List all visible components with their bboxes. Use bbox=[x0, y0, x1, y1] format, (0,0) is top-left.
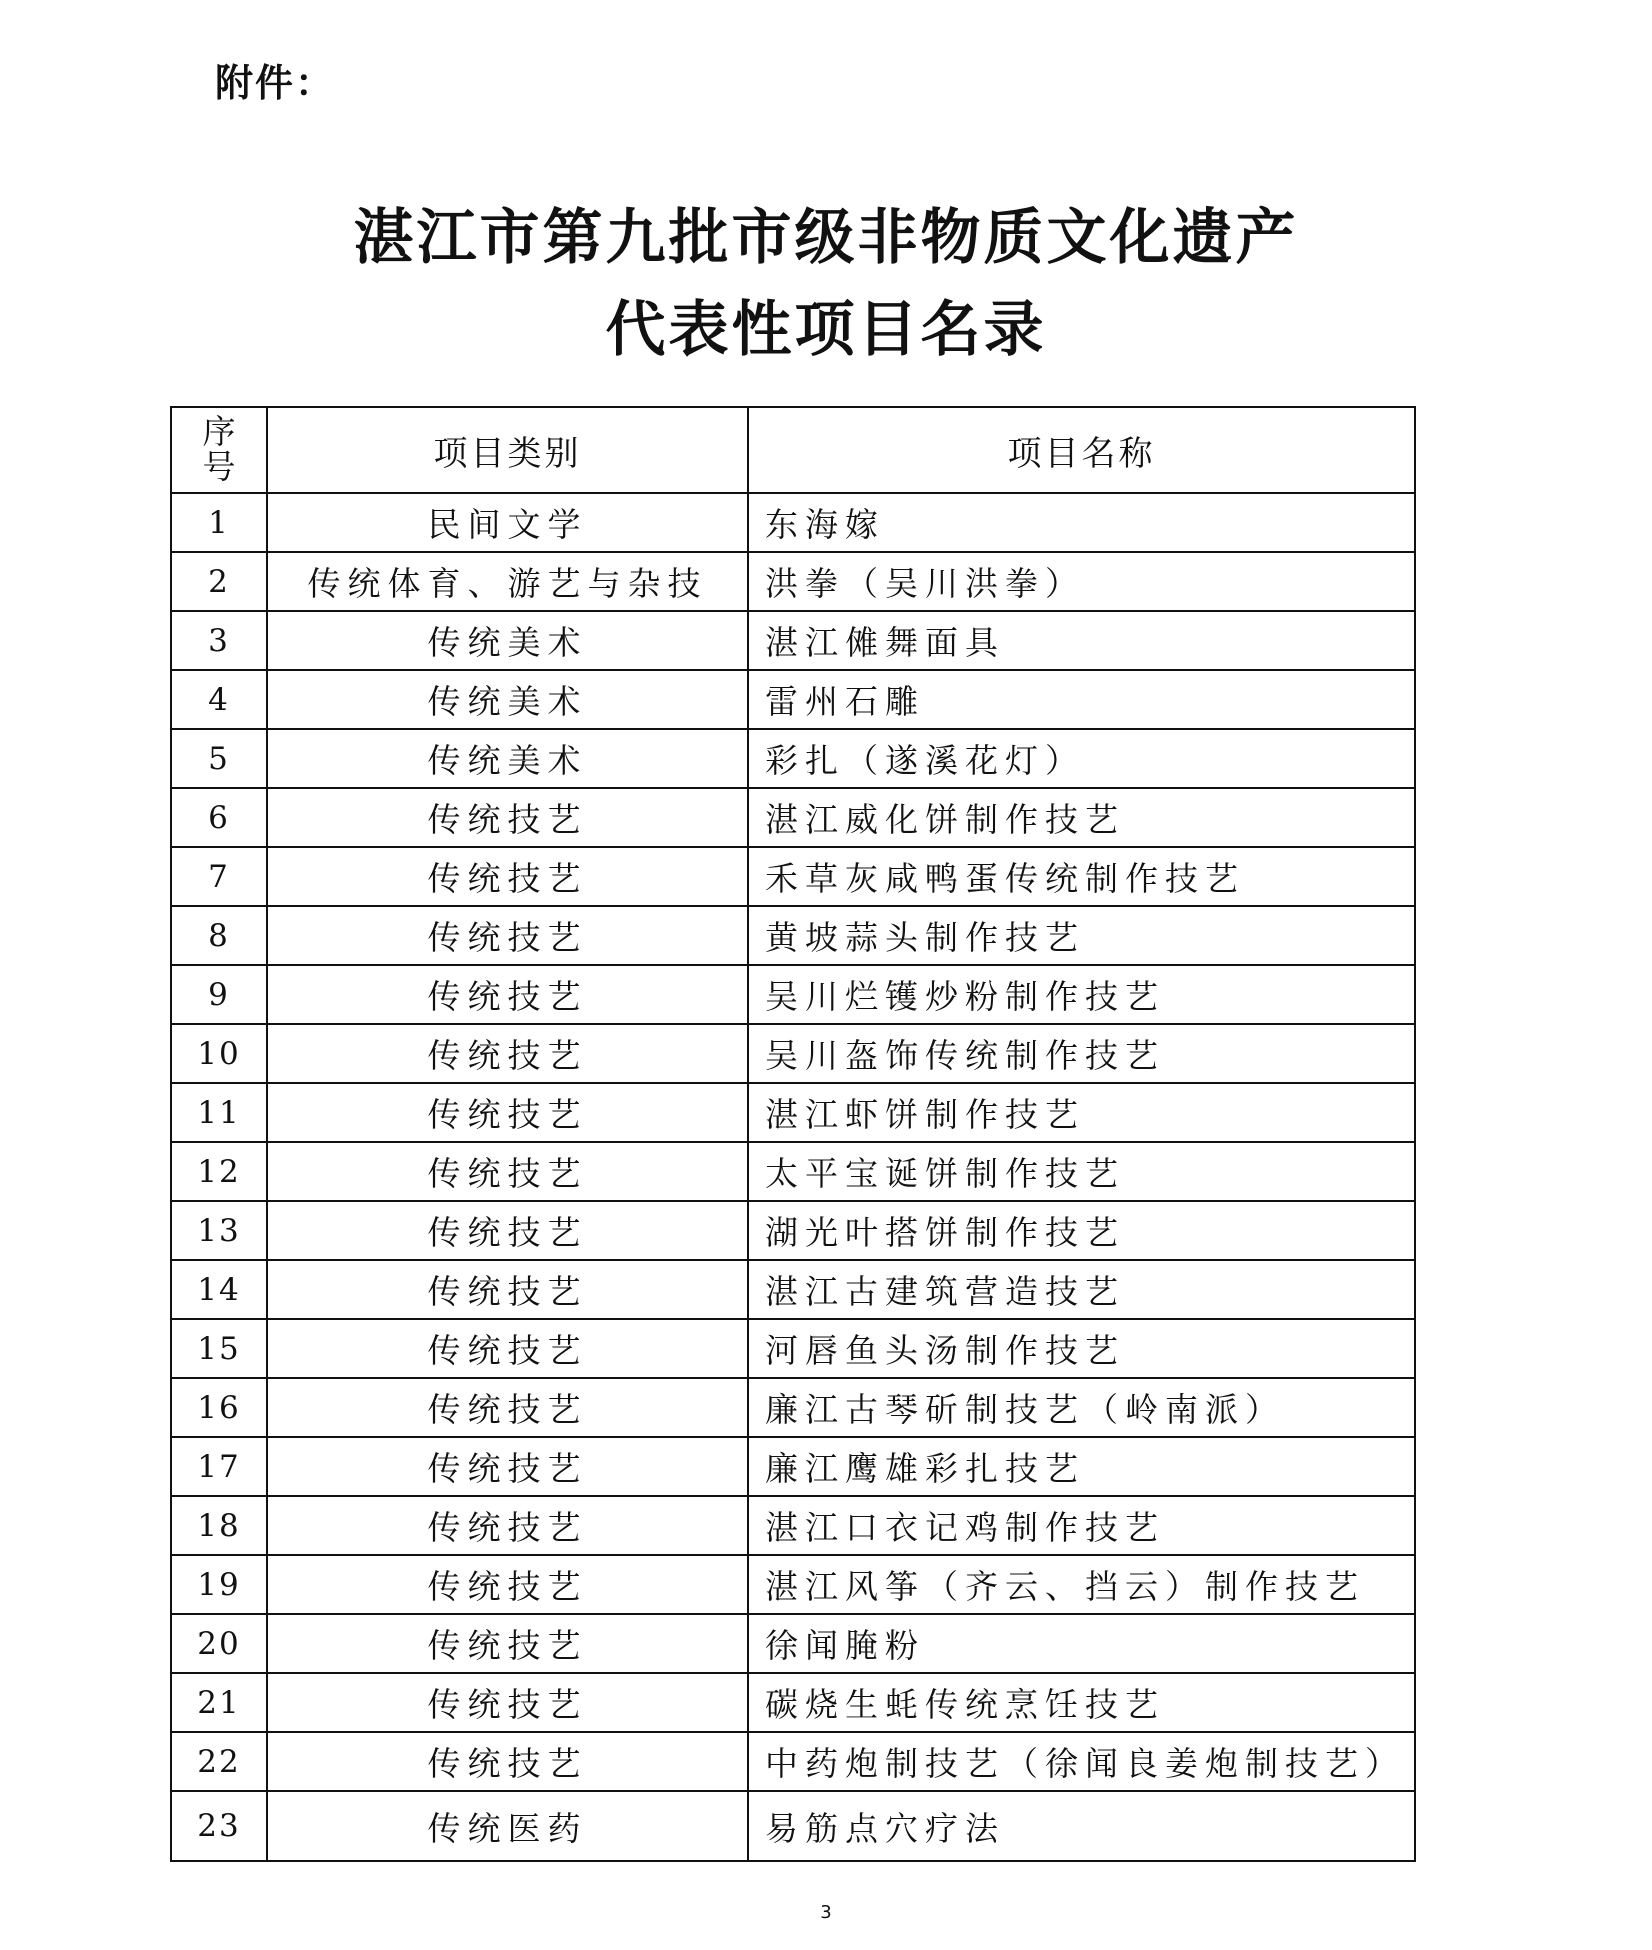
document-title-line-2: 代表性项目名录 bbox=[605, 295, 1047, 365]
row-name-cell: 太平宝诞饼制作技艺 bbox=[748, 1142, 1415, 1201]
row-name-cell: 中药炮制技艺（徐闻良姜炮制技艺） bbox=[748, 1732, 1415, 1791]
table-row bbox=[171, 1201, 1415, 1260]
table-header-row bbox=[171, 407, 1415, 493]
row-category-cell: 传统医药 bbox=[267, 1791, 748, 1861]
row-name-cell: 湛江虾饼制作技艺 bbox=[748, 1083, 1415, 1142]
row-category-cell: 传统美术 bbox=[267, 670, 748, 729]
row-category-cell: 传统技艺 bbox=[267, 906, 748, 965]
row-seq-cell: 1 bbox=[171, 493, 267, 552]
row-category-cell: 传统技艺 bbox=[267, 847, 748, 906]
row-name-cell: 禾草灰咸鸭蛋传统制作技艺 bbox=[748, 847, 1415, 906]
table-row bbox=[171, 1378, 1415, 1437]
table-row bbox=[171, 611, 1415, 670]
row-category-cell: 传统技艺 bbox=[267, 1083, 748, 1142]
page-number: 3 bbox=[820, 1902, 832, 1923]
row-name-cell: 吴川烂镬炒粉制作技艺 bbox=[748, 965, 1415, 1024]
row-seq-cell: 12 bbox=[171, 1142, 267, 1201]
row-name-cell: 黄坡蒜头制作技艺 bbox=[748, 906, 1415, 965]
row-name-cell: 碳烧生蚝传统烹饪技艺 bbox=[748, 1673, 1415, 1732]
table-row bbox=[171, 788, 1415, 847]
row-seq-cell: 2 bbox=[171, 552, 267, 611]
row-seq-cell: 19 bbox=[171, 1555, 267, 1614]
row-name-cell: 湛江威化饼制作技艺 bbox=[748, 788, 1415, 847]
row-seq-cell: 11 bbox=[171, 1083, 267, 1142]
row-seq-cell: 16 bbox=[171, 1378, 267, 1437]
table-row bbox=[171, 1319, 1415, 1378]
row-category-cell: 传统技艺 bbox=[267, 1437, 748, 1496]
row-seq-cell: 10 bbox=[171, 1024, 267, 1083]
header-seq: 序 号 bbox=[171, 407, 267, 493]
table-row bbox=[171, 965, 1415, 1024]
row-category-cell: 传统技艺 bbox=[267, 1496, 748, 1555]
row-name-cell: 河唇鱼头汤制作技艺 bbox=[748, 1319, 1415, 1378]
row-category-cell: 民间文学 bbox=[267, 493, 748, 552]
row-name-cell: 雷州石雕 bbox=[748, 670, 1415, 729]
row-seq-cell: 14 bbox=[171, 1260, 267, 1319]
row-category-cell: 传统体育、游艺与杂技 bbox=[267, 552, 748, 611]
heritage-project-table bbox=[170, 406, 1416, 1862]
row-seq-cell: 4 bbox=[171, 670, 267, 729]
row-seq-cell: 23 bbox=[171, 1791, 267, 1861]
table-row bbox=[171, 1496, 1415, 1555]
table-row bbox=[171, 906, 1415, 965]
row-seq-cell: 13 bbox=[171, 1201, 267, 1260]
row-category-cell: 传统技艺 bbox=[267, 1732, 748, 1791]
table-row bbox=[171, 1142, 1415, 1201]
table-row bbox=[171, 1732, 1415, 1791]
table-row bbox=[171, 1024, 1415, 1083]
header-category: 项目类别 bbox=[267, 407, 748, 493]
row-seq-cell: 3 bbox=[171, 611, 267, 670]
row-seq-cell: 6 bbox=[171, 788, 267, 847]
row-seq-cell: 7 bbox=[171, 847, 267, 906]
header-name: 项目名称 bbox=[748, 407, 1415, 493]
row-category-cell: 传统技艺 bbox=[267, 1024, 748, 1083]
row-category-cell: 传统技艺 bbox=[267, 1201, 748, 1260]
table-row bbox=[171, 1260, 1415, 1319]
table-row bbox=[171, 670, 1415, 729]
row-seq-cell: 21 bbox=[171, 1673, 267, 1732]
row-name-cell: 廉江古琴斫制技艺（岭南派） bbox=[748, 1378, 1415, 1437]
row-category-cell: 传统美术 bbox=[267, 729, 748, 788]
attachment-label: 附件： bbox=[215, 61, 336, 105]
row-name-cell: 湖光叶搭饼制作技艺 bbox=[748, 1201, 1415, 1260]
row-category-cell: 传统技艺 bbox=[267, 1260, 748, 1319]
table-body bbox=[171, 493, 1415, 1861]
row-name-cell: 吴川盔饰传统制作技艺 bbox=[748, 1024, 1415, 1083]
row-name-cell: 廉江鹰雄彩扎技艺 bbox=[748, 1437, 1415, 1496]
row-category-cell: 传统技艺 bbox=[267, 1673, 748, 1732]
table-row bbox=[171, 729, 1415, 788]
row-name-cell: 易筋点穴疗法 bbox=[748, 1791, 1415, 1861]
row-name-cell: 彩扎（遂溪花灯） bbox=[748, 729, 1415, 788]
row-seq-cell: 8 bbox=[171, 906, 267, 965]
row-seq-cell: 15 bbox=[171, 1319, 267, 1378]
row-name-cell: 湛江风筝（齐云、挡云）制作技艺 bbox=[748, 1555, 1415, 1614]
row-category-cell: 传统技艺 bbox=[267, 1319, 748, 1378]
row-category-cell: 传统技艺 bbox=[267, 1142, 748, 1201]
row-seq-cell: 20 bbox=[171, 1614, 267, 1673]
table-row bbox=[171, 1614, 1415, 1673]
row-name-cell: 湛江傩舞面具 bbox=[748, 611, 1415, 670]
row-seq-cell: 18 bbox=[171, 1496, 267, 1555]
row-category-cell: 传统技艺 bbox=[267, 1555, 748, 1614]
table-row bbox=[171, 1083, 1415, 1142]
row-category-cell: 传统技艺 bbox=[267, 1378, 748, 1437]
row-name-cell: 湛江古建筑营造技艺 bbox=[748, 1260, 1415, 1319]
table-row bbox=[171, 1791, 1415, 1861]
row-seq-cell: 5 bbox=[171, 729, 267, 788]
row-category-cell: 传统技艺 bbox=[267, 965, 748, 1024]
row-category-cell: 传统美术 bbox=[267, 611, 748, 670]
row-seq-cell: 22 bbox=[171, 1732, 267, 1791]
row-category-cell: 传统技艺 bbox=[267, 1614, 748, 1673]
table-row bbox=[171, 847, 1415, 906]
table-row bbox=[171, 1555, 1415, 1614]
row-seq-cell: 9 bbox=[171, 965, 267, 1024]
row-name-cell: 洪拳（吴川洪拳） bbox=[748, 552, 1415, 611]
table-row bbox=[171, 1673, 1415, 1732]
table-row bbox=[171, 552, 1415, 611]
table-row bbox=[171, 1437, 1415, 1496]
row-name-cell: 东海嫁 bbox=[748, 493, 1415, 552]
row-category-cell: 传统技艺 bbox=[267, 788, 748, 847]
row-seq-cell: 17 bbox=[171, 1437, 267, 1496]
table-row bbox=[171, 493, 1415, 552]
row-name-cell: 湛江口衣记鸡制作技艺 bbox=[748, 1496, 1415, 1555]
document-title-line-1: 湛江市第九批市级非物质文化遗产 bbox=[353, 203, 1299, 273]
row-name-cell: 徐闻腌粉 bbox=[748, 1614, 1415, 1673]
